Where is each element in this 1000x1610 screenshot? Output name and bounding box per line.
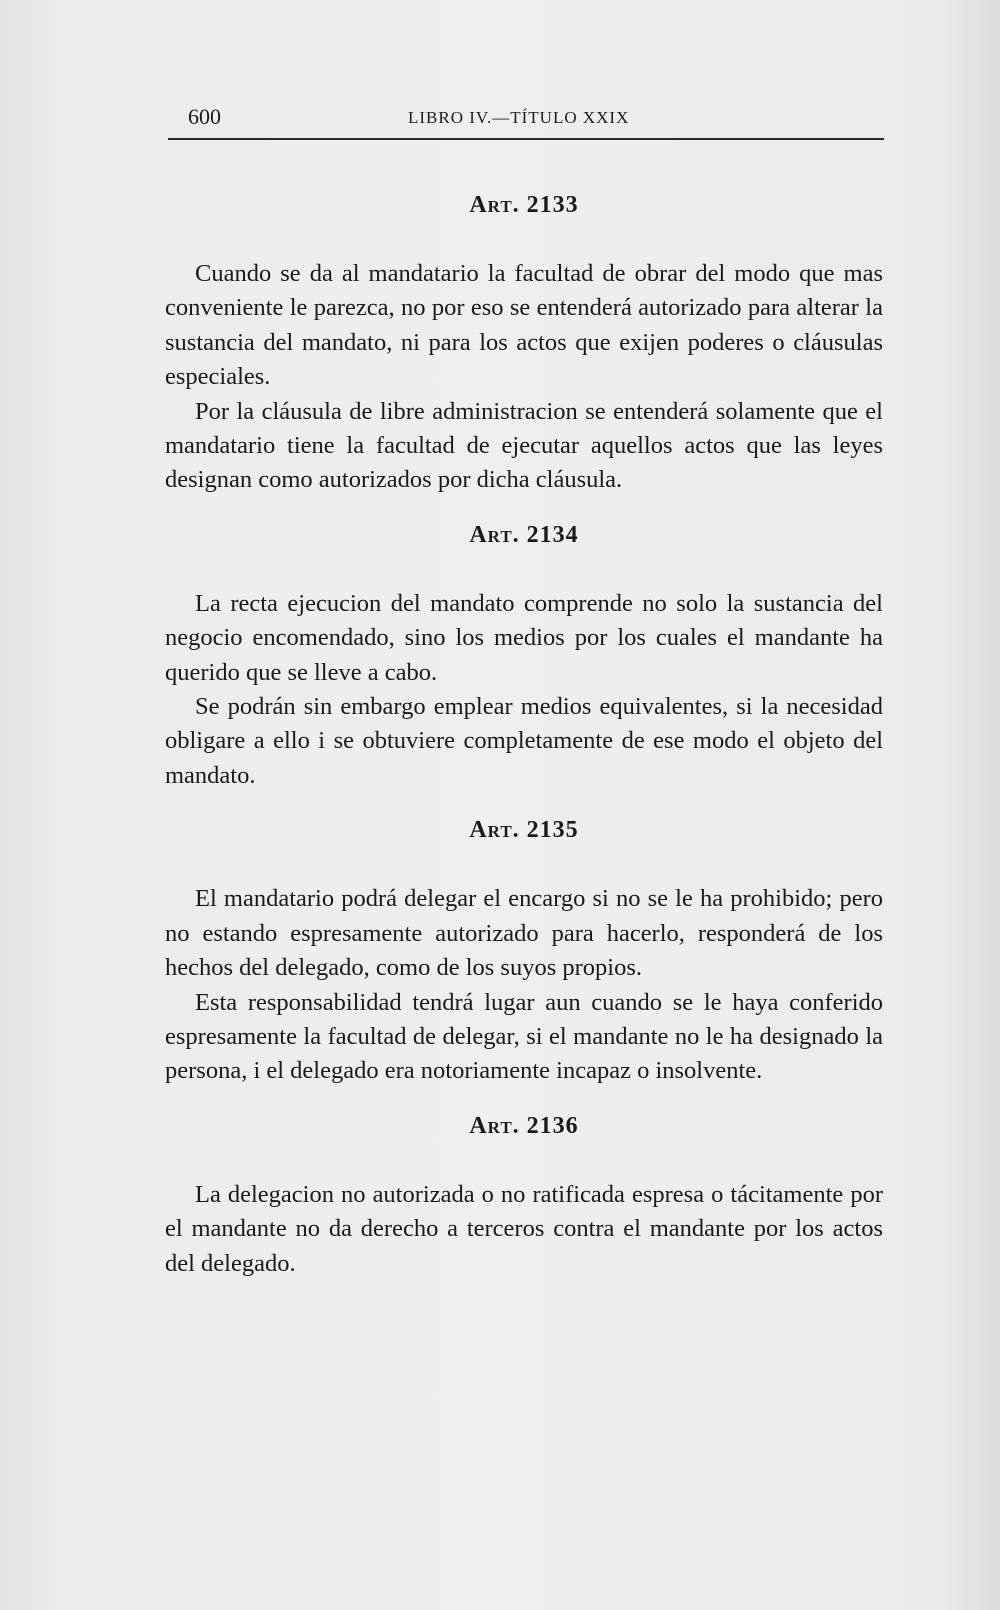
article-paragraph: La recta ejecucion del mandato comprende no solo la sustancia del negocio encomendado, sino los medios por los cuales el mandante ha querido que se lleve a cabo. bbox=[165, 589, 883, 686]
article-paragraph: La delegacion no autorizada o no ratificada espresa o tácitamente por el mandante no da derecho a terceros contra el mandante por los actos del delegado. bbox=[165, 1180, 883, 1277]
article-heading: Art. 2134 bbox=[469, 521, 579, 548]
article-2136 bbox=[165, 1113, 883, 1281]
page-number: 600 bbox=[188, 104, 221, 129]
article-paragraph: Cuando se da al mandatario la facultad de obrar del modo que mas conveniente le parezca, no por eso se entenderá autorizado para alterar la sustancia del mandato, ni para los actos que exijen poderes o cláusulas especiales. bbox=[165, 260, 883, 391]
article-paragraph: Se podrán sin embargo emplear medios equivalentes, si la necesidad obligare a ello i se obtuviere completamente de ese modo el objeto del mandato. bbox=[165, 693, 883, 789]
page-body bbox=[165, 192, 883, 1281]
page-header bbox=[168, 100, 884, 134]
article-paragraph: El mandatario podrá delegar el encargo si no se le ha prohibido; pero no estando espresamente autorizado para hacerlo, responderá de los hechos del delegado, como de los suyos propios. bbox=[165, 885, 883, 982]
article-2135 bbox=[165, 817, 883, 1088]
article-paragraph: Esta responsabilidad tendrá lugar aun cuando se le haya conferido espresamente la facultad de delegar, si el mandante no le ha designado la persona, i el delegado era notoriamente incapaz o insolvente. bbox=[165, 988, 883, 1085]
running-head: LIBRO IV.—TÍTULO XXIX bbox=[408, 108, 630, 127]
article-2133 bbox=[165, 192, 883, 498]
article-2134 bbox=[165, 522, 883, 793]
header-rule bbox=[168, 138, 884, 140]
article-heading: Art. 2135 bbox=[469, 817, 579, 844]
article-paragraph: Por la cláusula de libre administracion se entenderá solamente que el mandatario tiene la facultad de ejecutar aquellos actos que las leyes designan como autorizados por dicha cláusula. bbox=[165, 397, 883, 494]
article-heading: Art. 2133 bbox=[469, 192, 579, 218]
article-heading: Art. 2136 bbox=[469, 1112, 579, 1139]
